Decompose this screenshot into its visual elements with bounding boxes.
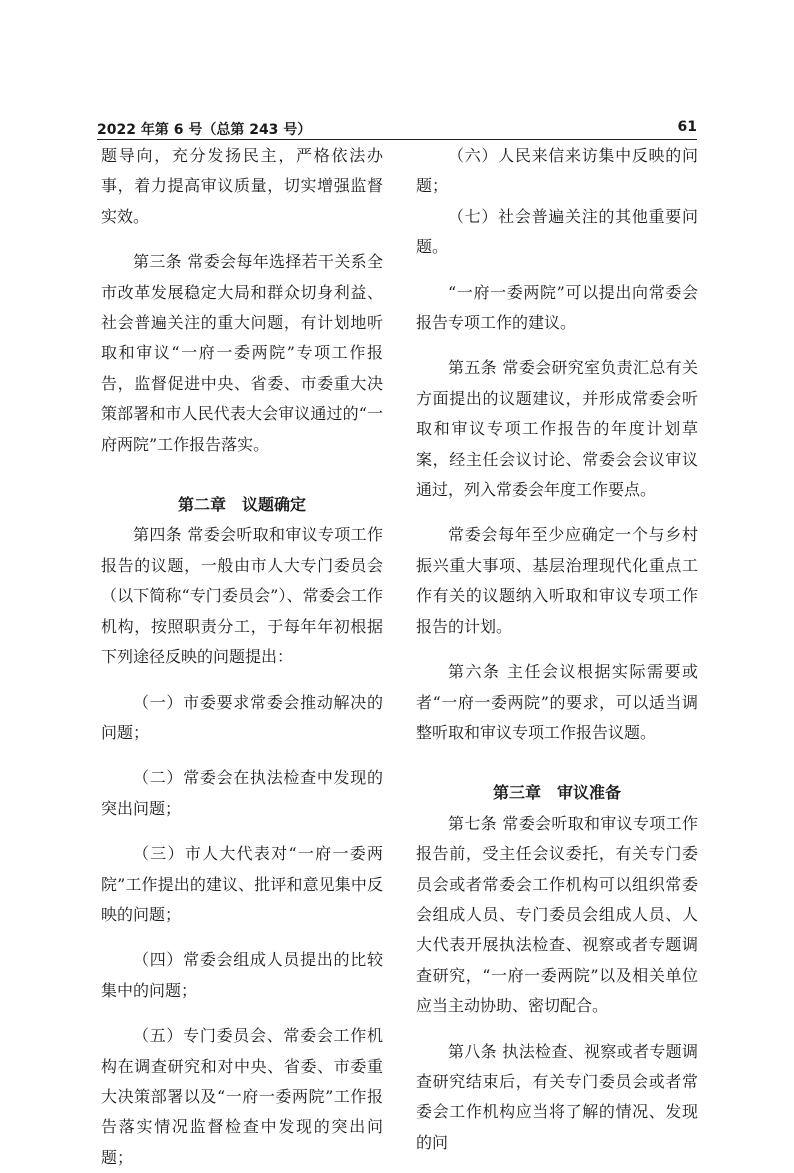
paragraph: 题导向，充分发扬民主，严格依法办事，着力提高审议质量，切实增强监督实效。 xyxy=(101,146,383,226)
article-7: 第七条 常委会听取和审议专项工作报告前，受主任会议委托，有关专门委员会或者常委会工作机构可以组织常委会组成人员、专门委员会组成人员、人大代表开展执法检查、视察或者专题调查研究，“一府一委两院”以及相关单位应当主动协助、密切配合。 xyxy=(416,813,698,1016)
issue-label: 2022 年第 6 号（总第 243 号） xyxy=(97,122,312,138)
running-header xyxy=(97,119,697,139)
article-4: 第四条 常委会听取和审议专项工作报告的议题，一般由市人大专门委员会（以下简称“专门委员会”）、常委会工作机构，按照职责分工，于每年年初根据下列途径反映的问题提出： xyxy=(101,525,383,667)
page-number: 61 xyxy=(677,119,697,135)
paragraph: “一府一委两院”可以提出向常委会报告专项工作的建议。 xyxy=(416,282,698,333)
article-5: 第五条 常委会研究室负责汇总有关方面提出的议题建议，并形成常委会听取和审议专项工作报告的年度计划草案，经主任会议讨论、常委会会议审议通过，列入常委会年度工作要点。 xyxy=(416,358,698,500)
chapter-2-heading: 第二章 议题确定 xyxy=(177,495,306,515)
list-item: （三）市人大代表对“一府一委两院”工作提出的建议、批评和意见集中反映的问题； xyxy=(101,844,383,924)
list-item: （一）市委要求常委会推动解决的问题； xyxy=(101,692,383,742)
right-column xyxy=(416,141,698,1158)
list-item: （二）常委会在执法检查中发现的突出问题； xyxy=(101,768,383,818)
list-item: （四）常委会组成人员提出的比较集中的问题； xyxy=(101,950,383,1000)
article-8: 第八条 执法检查、视察或者专题调查研究结束后，有关专门委员会或者常委会工作机构应当将了解的情况、发现的问 xyxy=(416,1041,698,1152)
section-gap xyxy=(416,748,698,778)
article-3: 第三条 常委会每年选择若干关系全市改革发展稳定大局和群众切身利益、社会普遍关注的重大问题，有计划地听取和审议“一府一委两院”专项工作报告，监督促进中央、省委、市委重大决策部署和市人民代表大会审议通过的“一府两院”工作报告落实。 xyxy=(101,252,383,454)
list-item: （六）人民来信来访集中反映的问题； xyxy=(416,146,698,196)
chapter-3-heading: 第三章 审议准备 xyxy=(492,783,621,803)
paragraph: 常委会每年至少应确定一个与乡村振兴重大事项、基层治理现代化重点工作有关的议题纳入听取和审议专项工作报告的计划。 xyxy=(416,525,698,636)
left-column xyxy=(101,141,383,1173)
list-item: （七）社会普遍关注的其他重要问题。 xyxy=(416,206,698,257)
article-6: 第六条 主任会议根据实际需要或者“一府一委两院”的要求，可以适当调整听取和审议专项工作报告议题。 xyxy=(416,662,698,742)
list-item: （五）专门委员会、常委会工作机构在调查研究和对中央、省委、市委重大决策部署以及“一府一委两院”工作报告落实情况监督检查中发现的突出问题； xyxy=(101,1026,383,1167)
header-rule xyxy=(97,139,697,140)
section-gap xyxy=(101,460,383,490)
